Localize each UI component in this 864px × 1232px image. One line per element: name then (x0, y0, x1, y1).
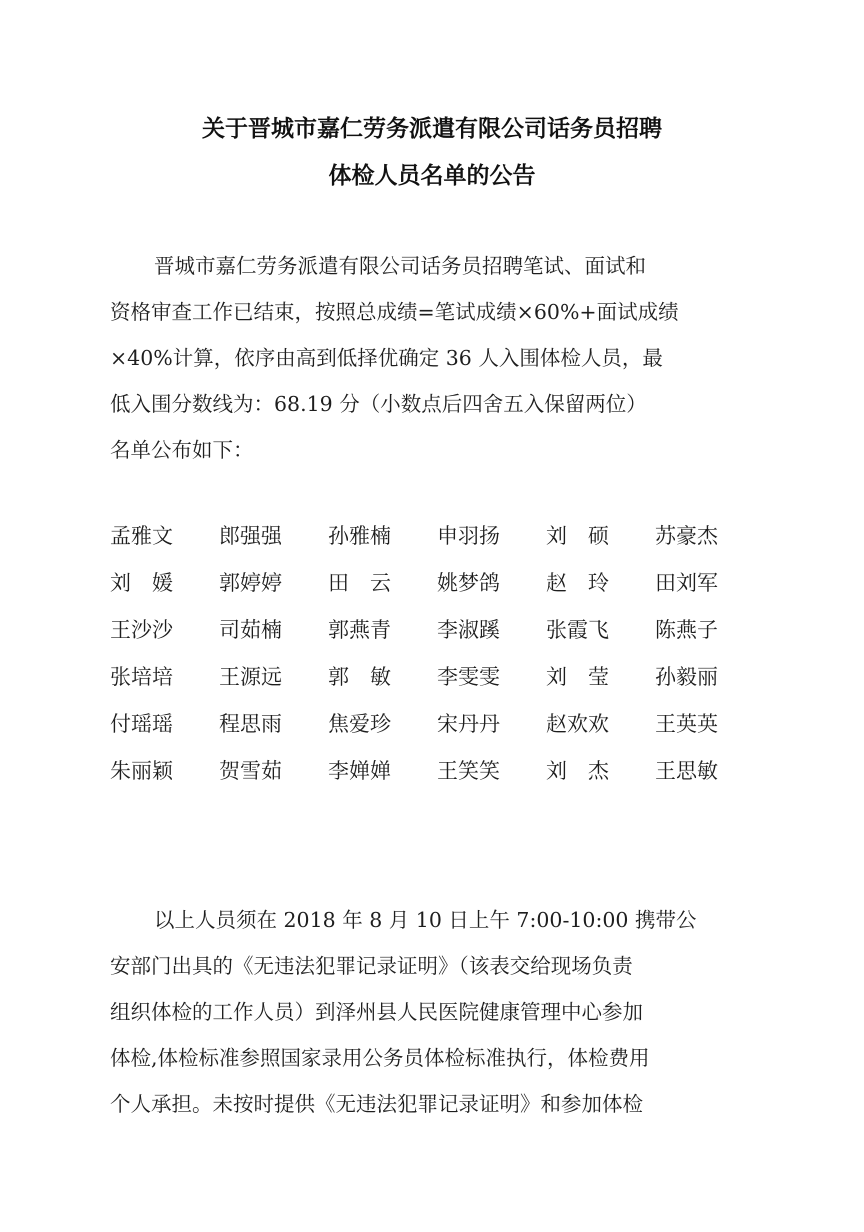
candidate-name: 郭燕青 (328, 618, 391, 642)
candidate-name: 刘 杰 (546, 759, 609, 783)
notice-line: 组织体检的工作人员）到泽州县人民医院健康管理中心参加 (110, 1000, 643, 1024)
candidate-name: 田刘军 (655, 571, 718, 595)
document-title-line-1: 关于晋城市嘉仁劳务派遣有限公司话务员招聘 (202, 116, 662, 142)
candidate-name: 李雯雯 (437, 665, 500, 689)
name-row (110, 614, 750, 661)
candidate-name: 刘 媛 (110, 571, 173, 595)
name-row (110, 755, 750, 802)
name-row (110, 661, 750, 708)
candidate-name: 王笑笑 (437, 759, 500, 783)
candidate-name: 赵欢欢 (546, 712, 609, 736)
candidate-name: 程思雨 (219, 712, 282, 736)
candidate-name: 司茹楠 (219, 618, 282, 642)
candidate-name: 王英英 (655, 712, 718, 736)
intro-line: 名单公布如下： (110, 438, 254, 462)
intro-line: 低入围分数线为：68.19 分（小数点后四舍五入保留两位） (110, 392, 647, 416)
candidate-name: 陈燕子 (655, 618, 718, 642)
candidate-name: 郎强强 (219, 524, 282, 548)
candidate-name: 刘 硕 (546, 524, 609, 548)
candidate-name: 贺雪茹 (219, 759, 282, 783)
notice-paragraph (110, 897, 750, 1127)
intro-line: 资格审查工作已结束，按照总成绩=笔试成绩×60%+面试成绩 (110, 300, 679, 324)
intro-paragraph (110, 243, 750, 473)
candidate-name: 孟雅文 (110, 524, 173, 548)
intro-line: ×40%计算，依序由高到低择优确定 36 人入围体检人员，最 (110, 346, 663, 370)
candidate-name: 王思敏 (655, 759, 718, 783)
candidate-name: 王沙沙 (110, 618, 173, 642)
candidate-name-list (110, 520, 750, 802)
candidate-name: 张培培 (110, 665, 173, 689)
candidate-name: 申羽扬 (437, 524, 500, 548)
document-title-line-2: 体检人员名单的公告 (328, 163, 536, 189)
candidate-name: 付瑶瑶 (110, 712, 173, 736)
candidate-name: 郭婷婷 (219, 571, 282, 595)
candidate-name: 孙雅楠 (328, 524, 391, 548)
candidate-name: 宋丹丹 (437, 712, 500, 736)
notice-line: 以上人员须在 2018 年 8 月 10 日上午 7:00-10:00 携带公 (154, 908, 697, 932)
candidate-name: 苏豪杰 (655, 524, 718, 548)
candidate-name: 朱丽颖 (110, 759, 173, 783)
name-row (110, 708, 750, 755)
candidate-name: 田 云 (328, 571, 391, 595)
candidate-name: 郭 敏 (328, 665, 391, 689)
candidate-name: 刘 莹 (546, 665, 609, 689)
candidate-name: 姚梦鸽 (437, 571, 500, 595)
name-row (110, 520, 750, 567)
candidate-name: 焦爱珍 (328, 712, 391, 736)
candidate-name: 赵 玲 (546, 571, 609, 595)
notice-line: 体检,体检标准参照国家录用公务员体检标准执行，体检费用 (110, 1046, 650, 1070)
candidate-name: 王源远 (219, 665, 282, 689)
notice-line: 安部门出具的《无违法犯罪记录证明》（该表交给现场负责 (110, 954, 633, 978)
candidate-name: 李婵婵 (328, 759, 391, 783)
name-row (110, 567, 750, 614)
candidate-name: 孙毅丽 (655, 665, 718, 689)
candidate-name: 张霞飞 (546, 618, 609, 642)
candidate-name: 李淑蹊 (437, 618, 500, 642)
notice-line: 个人承担。未按时提供《无违法犯罪记录证明》和参加体检 (110, 1092, 643, 1116)
intro-line: 晋城市嘉仁劳务派遣有限公司话务员招聘笔试、面试和 (154, 254, 646, 278)
